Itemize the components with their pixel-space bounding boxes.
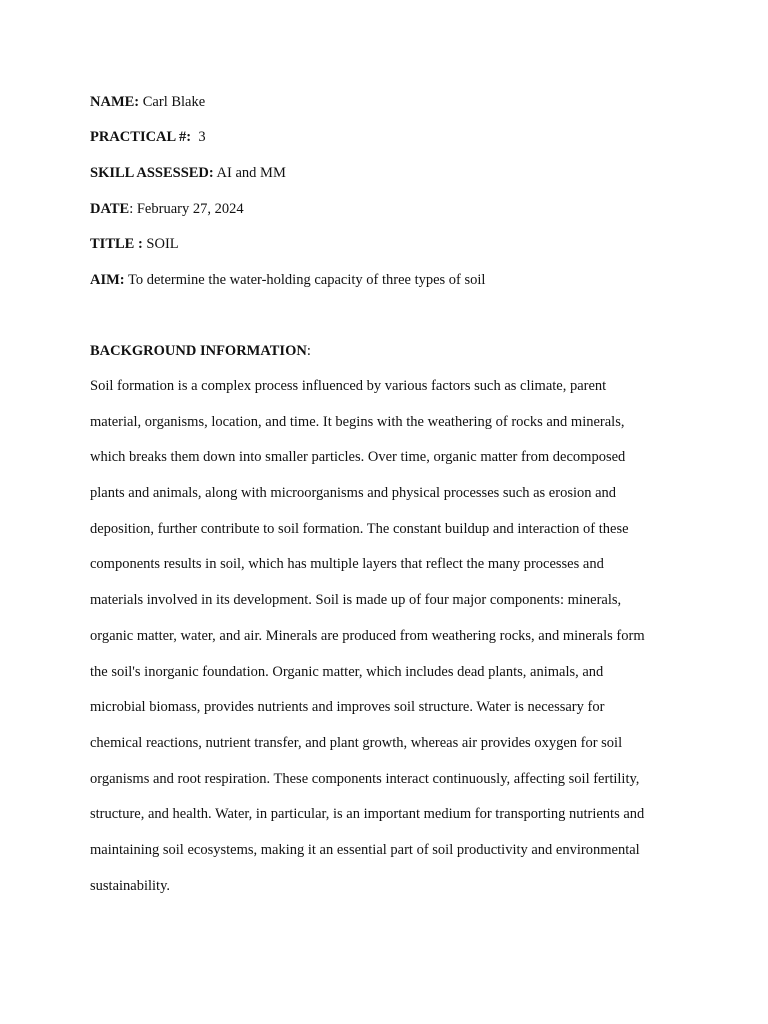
- name-value: Carl Blake: [139, 94, 206, 110]
- practical-field: [90, 128, 206, 146]
- date-value: : February 27, 2024: [129, 201, 244, 217]
- aim-value: To determine the water-holding capacity of three types of soil: [124, 272, 486, 288]
- paragraph-line: maintaining soil ecosystems, making it an essential part of soil productivity and environmental: [90, 841, 640, 858]
- background-heading-suffix: :: [306, 343, 311, 359]
- aim-field: [90, 271, 485, 289]
- title-field: [90, 235, 179, 253]
- paragraph-line: the soil's inorganic foundation. Organic matter, which includes dead plants, animals, and: [90, 663, 604, 680]
- title-label: TITLE :: [90, 236, 143, 252]
- paragraph-line: chemical reactions, nutrient transfer, and plant growth, whereas air provides oxygen for soil: [90, 734, 623, 751]
- practical-value: 3: [191, 129, 206, 145]
- paragraph-line: Soil formation is a complex process influenced by various factors such as climate, parent: [90, 378, 607, 394]
- paragraph-line: deposition, further contribute to soil formation. The constant buildup and interaction of these: [90, 520, 629, 537]
- paragraph-line: components results in soil, which has multiple layers that reflect the many processes and: [90, 556, 604, 573]
- background-paragraph: [90, 377, 690, 912]
- paragraph-line: sustainability.: [90, 877, 171, 894]
- background-heading: [90, 342, 311, 360]
- paragraph-line: materials involved in its development. Soil is made up of four major components: minerals,: [90, 592, 622, 609]
- aim-label: AIM:: [90, 272, 125, 288]
- paragraph-line: organic matter, water, and air. Minerals are produced from weathering rocks, and minerals form: [90, 627, 645, 644]
- skill-assessed-field: [90, 164, 286, 182]
- paragraph-line: which breaks them down into smaller particles. Over time, organic matter from decomposed: [90, 449, 626, 466]
- paragraph-line: structure, and health. Water, in particular, is an important medium for transporting nutrients and: [90, 806, 645, 823]
- title-value: SOIL: [142, 236, 179, 252]
- date-field: [90, 200, 244, 218]
- name-field: [90, 93, 205, 111]
- background-heading-label: BACKGROUND INFORMATION: [90, 343, 307, 359]
- paragraph-line: microbial biomass, provides nutrients and improves soil structure. Water is necessary for: [90, 699, 605, 716]
- paragraph-line: plants and animals, along with microorganisms and physical processes such as erosion and: [90, 485, 617, 502]
- skill-assessed-label: SKILL ASSESSED:: [90, 165, 214, 181]
- name-label: NAME:: [90, 94, 140, 110]
- paragraph-line: material, organisms, location, and time. It begins with the weathering of rocks and minerals,: [90, 413, 625, 430]
- paragraph-line: organisms and root respiration. These components interact continuously, affecting soil fertility,: [90, 770, 640, 787]
- skill-assessed-value: AI and MM: [213, 165, 286, 181]
- practical-label: PRACTICAL #:: [90, 129, 192, 145]
- date-label: DATE: [90, 201, 130, 217]
